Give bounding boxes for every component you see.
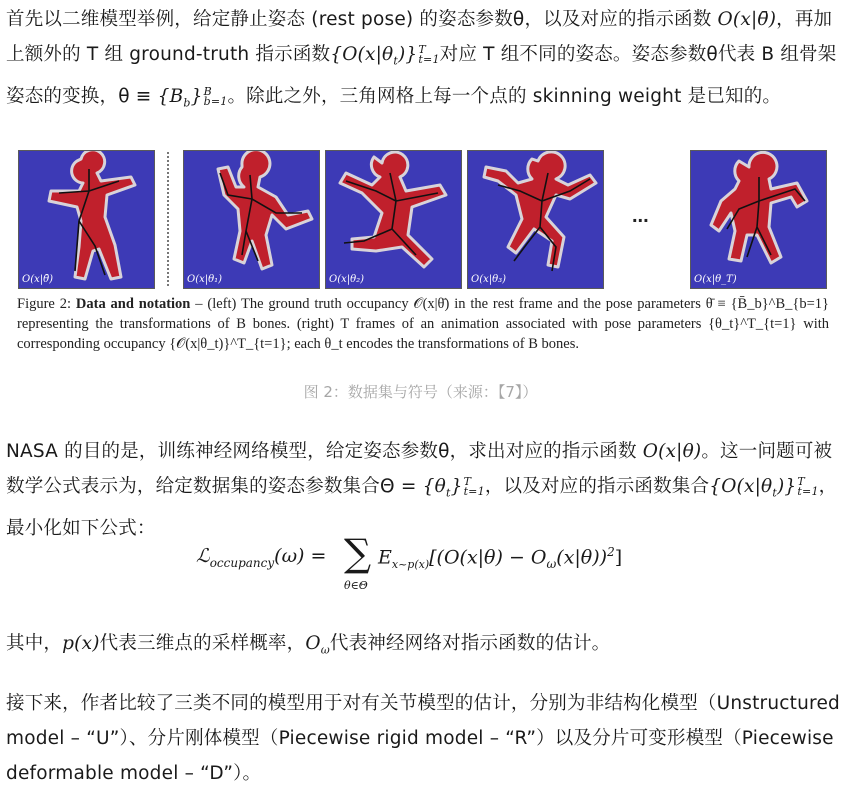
text-run: ，最小化如下公式：	[6, 476, 838, 539]
panel-label: O(x|θ_T)	[694, 274, 737, 285]
math-px: p(x)	[62, 633, 100, 654]
text-run: 其中，	[6, 633, 63, 654]
notation-paragraph	[6, 626, 841, 668]
math-o-omega: $O_\omega$	[305, 633, 330, 657]
panel-label: O(x|θ₂)	[329, 274, 365, 285]
caption-prefix: Figure 2:	[17, 296, 72, 312]
figure-caption	[17, 294, 829, 354]
intro-paragraph	[6, 2, 841, 120]
figure-silhouette	[184, 151, 319, 288]
body-shape	[218, 151, 312, 269]
figure-silhouette	[19, 151, 154, 288]
figure-panel-rest	[18, 150, 155, 289]
figure-panel-frame-1	[183, 150, 320, 289]
figure-silhouette	[468, 151, 603, 288]
formula-expectation: $E_{x\sim p(x)}[(O(x|\theta) - O_\omega(x|\theta))^2]$	[378, 545, 623, 572]
math-theta-set: $\{\theta_t\}$	[422, 476, 463, 500]
formula-sum: ∑	[344, 531, 372, 575]
text-run: 代表三维点的采样概率，	[99, 633, 306, 654]
math-bone-set: $\{B_b\}$	[157, 85, 203, 110]
caption-title: Data and notation	[75, 296, 191, 312]
body-shape	[49, 151, 135, 279]
math-limits: T t=1	[463, 475, 485, 498]
goal-paragraph	[6, 434, 841, 546]
math-limits: T t=1	[418, 43, 440, 66]
figure-panel-frame-3	[467, 150, 604, 289]
formula-sum-index: θ∈Θ	[344, 579, 368, 592]
panel-label: O(x|θ₁)	[187, 274, 223, 285]
math-occupancy-set: $\{O(x|\theta_t)\}$	[709, 476, 797, 500]
figure-ellipsis: ...	[632, 205, 649, 227]
caption-text: – (left) The ground truth occupancy 𝒪(x|θ̄) in the rest frame and the pose parameters θ̄ ≡ {B̄_b}^B_{b=1} representing the transformations of B bones. (right) T frames of an animation associated with pose parameters {θ_t}^T_{t=1} with corresponding occupancy {𝒪(x|θ_t)}^T_{t=1}; each θ_t encodes the transformations of B bones.	[17, 296, 829, 352]
figure-panel-frame-T	[690, 150, 827, 289]
math-gt-set: $\{O(x|\theta_t)\}$	[330, 44, 418, 68]
figure-source-note: 图 2：数据集与符号（来源：【7】）	[303, 383, 538, 401]
text-run: NASA 的目的是，训练神经网络模型，给定姿态参数θ，求出对应的指示函数	[6, 441, 643, 462]
math-occupancy-rest: O(x|θ̄)	[717, 9, 777, 30]
math-limits: B b=1	[203, 84, 228, 108]
text-run: 代表神经网络对指示函数的估计。	[329, 633, 611, 654]
panel-label: O(x|θ̄)	[22, 274, 54, 285]
text-run: 。除此之外，三角网格上每一个点的 skinning weight 是已知的。	[227, 85, 782, 107]
figure-divider	[167, 152, 169, 286]
text-run: 。这一问题可被数学公式表示为，给定数据集的姿态参数集合Θ =	[6, 441, 833, 497]
body-shape	[484, 152, 596, 267]
figure-panel-frame-2	[325, 150, 462, 289]
figure-data-notation	[18, 150, 834, 290]
panel-label: O(x|θ₃)	[471, 274, 507, 285]
text-run: ，以及对应的指示函数集合	[484, 476, 710, 497]
text-run: 首先以二维模型举例，给定静止姿态 (rest pose) 的姿态参数θ，以及对应的指示函数	[6, 9, 718, 30]
figure-silhouette	[326, 151, 461, 288]
text-run: 对应 T 组不同的姿态。姿态参数θ代表 B 组骨架姿态的变换，θ ≡	[6, 44, 837, 107]
text-run: ，再加上额外的 T 组 ground-truth 指示函数	[6, 9, 833, 65]
formula-lhs: ℒ$_{occupancy}$(ω) =	[196, 545, 327, 570]
math-limits: T t=1	[797, 475, 819, 498]
figure-silhouette	[691, 151, 826, 288]
math-occupancy: O(x|θ)	[642, 441, 702, 462]
body-shape	[340, 152, 446, 267]
loss-formula	[196, 531, 656, 595]
models-paragraph: 接下来，作者比较了三类不同的模型用于对有关节模型的估计，分别为非结构化模型（Unstructured model – “U”）、分片刚体模型（Piecewise rigid model – “R”）以及分片可变形模型（Piecewise deformable model – “D”）。	[6, 693, 840, 784]
